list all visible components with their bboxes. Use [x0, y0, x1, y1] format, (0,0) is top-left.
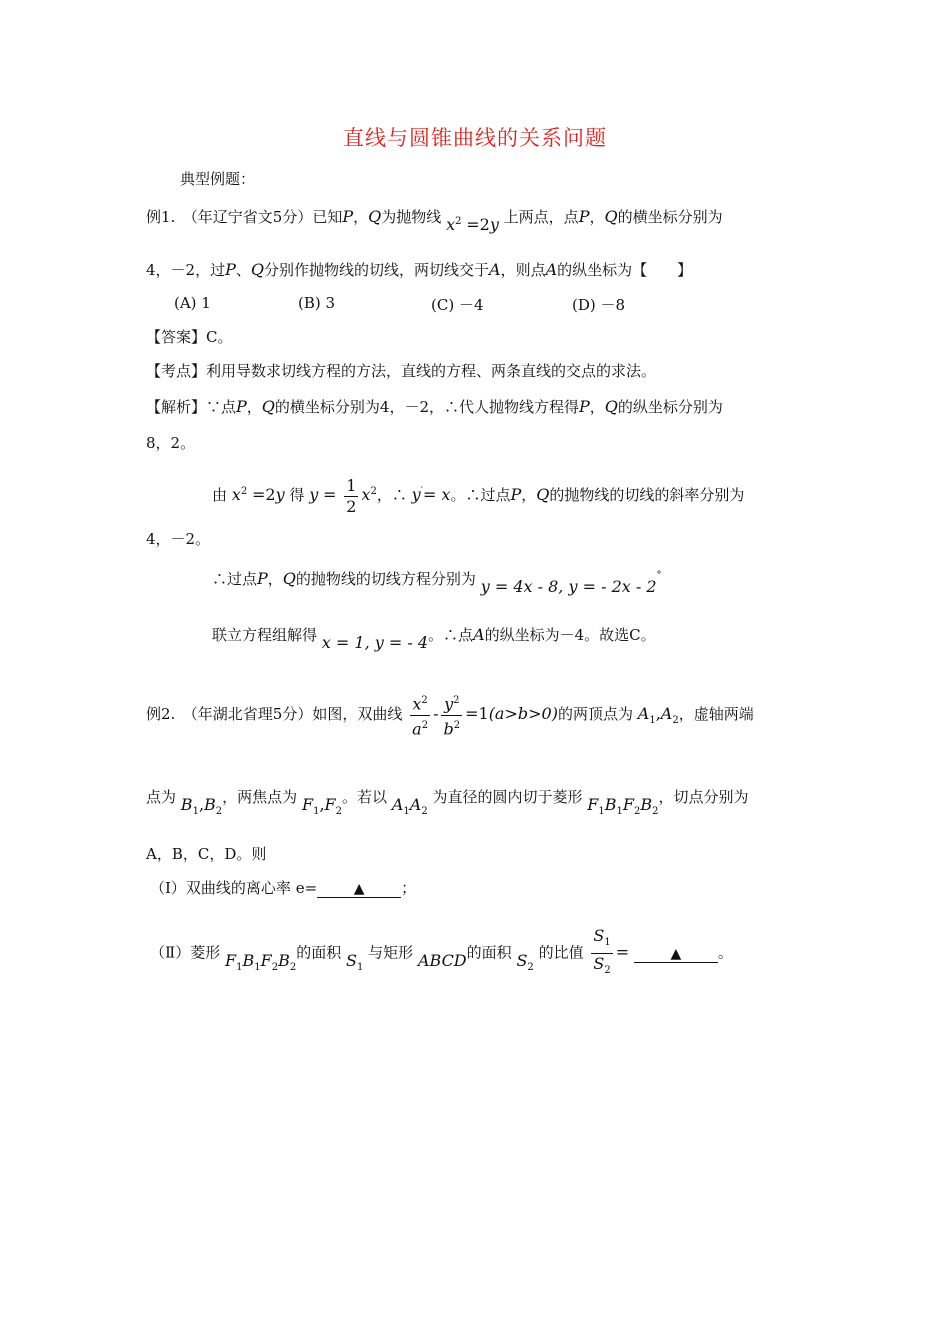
jiexi-line1: 【解析】∵点P，Q的横坐标分别为4，－2，∴代人抛物线方程得P，Q的纵坐标分别为	[146, 397, 723, 416]
jiexi-line2: 8，2。	[146, 434, 196, 452]
page-title: 直线与圆锥曲线的关系问题	[343, 126, 607, 150]
tangent-line: ∴过点P，Q的抛物线的切线方程分别为 y = 4x - 8, y = - 2x - 2°	[212, 569, 662, 596]
option-b: (B) 3	[298, 294, 336, 312]
ex1-line1: 例1. （年辽宁省文5分）已知P，Q为抛物线 $x^2 =2y$ 上两点，点P，Q的横坐标分别为	[146, 207, 723, 234]
slopes-line: 4，－2。	[146, 530, 211, 548]
answer-blank-1: ▲	[317, 881, 401, 898]
ex2-line1: 例2. （年湖北省理5分）如图，双曲线 $\frac{x^2}{a^2}$ - $\frac{y^2}{b^2}$ =1(a>b>0)的两顶点为 $A_1,A_2$，虚轴两端	[146, 690, 754, 745]
solve-line: 联立方程组解得 x = 1, y = - 4。∴点A的纵坐标为－4。故选C。	[212, 625, 656, 652]
area-ratio-fraction: $\frac{S_1}{S_2}$	[593, 926, 611, 977]
answer-blank-2: ▲	[634, 946, 718, 963]
ex1-line2: 4，－2，过P、Q分别作抛物线的切线，两切线交于A，则点A的纵坐标为【 】	[146, 260, 693, 279]
section-heading: 典型例题：	[180, 170, 256, 188]
parabola-equation: $x^2 =2y$	[446, 215, 499, 234]
option-d: (D) －8	[572, 296, 626, 314]
option-a: (A) 1	[174, 294, 211, 312]
question-1: （Ⅰ）双曲线的离心率 e= ▲ ；	[150, 879, 417, 897]
kaodian: 【考点】利用导数求切线方程的方法，直线的方程、两条直线的交点的求法。	[146, 362, 657, 380]
half-fraction: $\frac{1}{2}$	[346, 475, 357, 516]
hyperbola-term-y: $\frac{y^2}{b^2}$	[441, 691, 462, 739]
derivative-line: 由 $x^2 =2y$ 得 y = $\frac{1}{2}$ $x^2$，∴ y′= x。∴过点P，Q的抛物线的切线的斜率分别为	[212, 475, 745, 516]
option-c: (C) －4	[431, 296, 484, 314]
hyperbola-term-x: $\frac{x^2}{a^2}$	[410, 691, 430, 739]
answer: 【答案】C。	[146, 328, 233, 346]
question-2: （Ⅱ）菱形 $F_1B_1F_2B_2$的面积 $S_1$ 与矩形 ABCD的面积 $S_2$ 的比值 $\frac{S_1}{S_2}$ = ▲ 。	[150, 926, 733, 984]
ex2-line2: 点为 $B_1,B_2$，两焦点为 $F_1,F_2$。若以 $A_1A_2$ 为直径的圆内切于菱形 $F_1B_1F_2B_2$，切点分别为	[146, 788, 749, 817]
ex2-line3: A，B，C，D。则	[146, 845, 267, 863]
